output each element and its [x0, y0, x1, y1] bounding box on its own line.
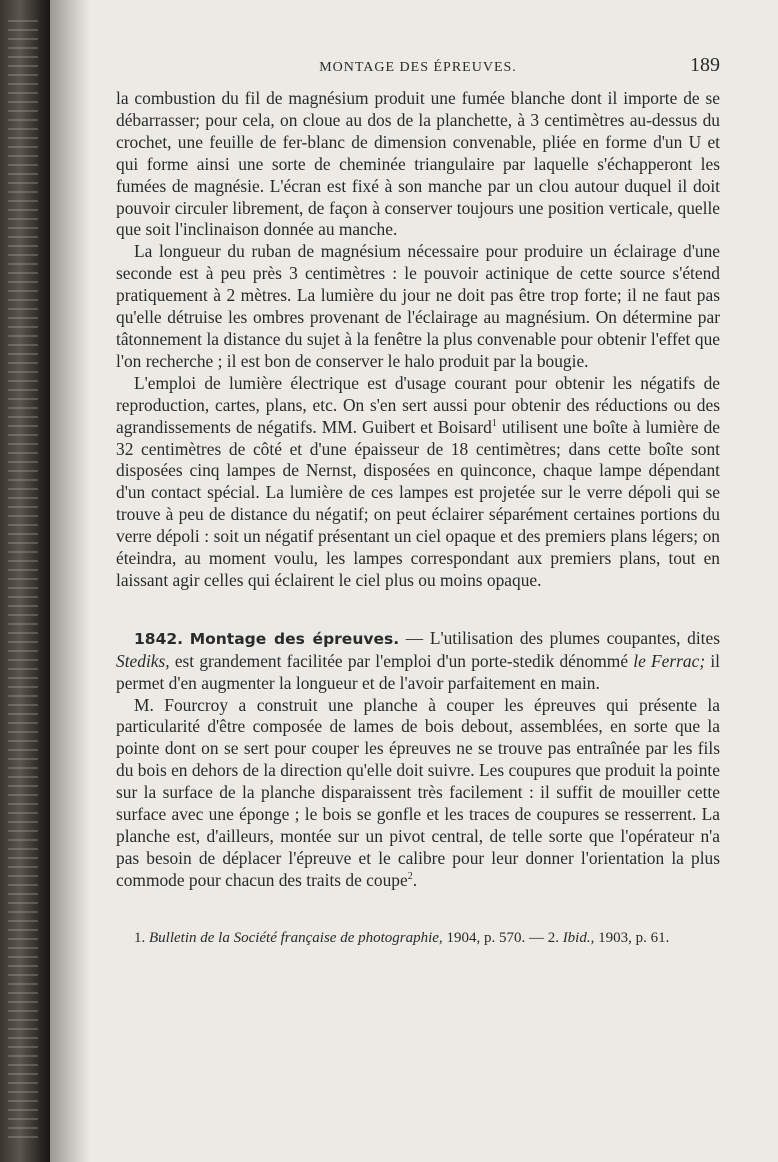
section-1842	[116, 628, 720, 695]
footnote-1-title: Bulletin de la Société française de photographie,	[149, 929, 443, 946]
running-head	[116, 54, 720, 88]
paragraph-fourcroy-end: .	[412, 869, 418, 890]
page-number: 189	[690, 54, 720, 76]
section-italic-stediks: Stediks,	[116, 650, 170, 671]
footnotes	[116, 928, 720, 949]
section-title: Montage des épreuves.	[189, 629, 400, 648]
section-text-b: est grandement facilitée par l'emploi d'un porte-stedik dénommé	[169, 650, 634, 671]
paragraph-electric-light	[116, 373, 720, 592]
footnote-ref-1: 1	[491, 417, 497, 429]
footnote-2-title: Ibid.,	[562, 929, 595, 946]
paragraph-electric-text-b: utilisent une boîte à lumière de 32 centimètres de côté et d'une épaisseur de 18 centimètres; dans cette boîte sont disposées cinq lampes de Nernst, disposées en quinconce, chaque lampe dépendant d'un contact spécial. La lumière de ces lampes est projetée sur le verre dépoli qui se trouve à peu de distance du négatif; on peut éclairer séparément certaines portions du verre dépoli : soit un négatif présentant un ciel opaque et des premiers plans légers; on éteindra, au moment voulu, les lampes correspondant aux premiers plans, tout en laissant agir celles qui éclairent le ciel plus ou moins opaque.	[116, 416, 720, 590]
book-spine	[0, 0, 50, 1162]
paragraph-continued: la combustion du fil de magnésium produit une fumée blanche dont il importe de se débarrasser; pour cela, on cloue au dos de la planchette, à 3 centimètres au-dessus du crochet, une feuille de fer-blanc de dimension convenable, pliée en forme d'un U et qui forme ainsi une sorte de cheminée triangulaire par laquelle s'échapperont les fumées de magnésie. L'écran est fixé à son manche par un clou autour duquel il doit pouvoir circuler librement, de façon à conserver toujours une position verticale, quelle que soit l'inclinaison donnée au manche.	[116, 88, 720, 240]
section-text-a: — L'utilisation des plumes coupantes, dites	[399, 627, 720, 648]
footnote-ref-2: 2	[407, 871, 413, 883]
gutter-shadow	[50, 0, 90, 1162]
section-text-c: il permet d'en augmenter la longueur et de l'avoir parfaitement en main.	[116, 650, 721, 693]
section-number: 1842.	[134, 629, 184, 648]
paragraph-fourcroy-text: M. Fourcroy a construit une planche à couper les épreuves qui présente la particularité d'être composée de lames de bois debout, assemblées, en sorte que la pointe dont on se sert pour couper les épreuves ne se trouve pas entraînée par les fils du bois en dehors de la direction qu'elle doit suivre. Les coupures que produit la pointe sur la surface de la planche disparaissent très facilement : il suffit de mouiller cette surface avec une éponge ; le bois se gonfle et les traces de coupures se resserrent. La planche est, d'ailleurs, montée sur un pivot central, de telle sorte que l'opérateur n'a pas besoin de déplacer l'épreuve et le calibre pour leur donner l'orientation la plus commode pour chacun des traits de coupe	[116, 694, 720, 890]
book-page	[116, 54, 720, 949]
running-title: MONTAGE DES ÉPREUVES.	[319, 60, 517, 75]
paragraph-electric-text-a: L'emploi de lumière électrique est d'usage courant pour obtenir les négatifs de reproduction, cartes, plans, etc. On s'en sert aussi pour obtenir des réductions ou des agrandissements de négatifs. MM. Guibert et Boisard	[116, 372, 720, 437]
footnote-2-rest: 1903, p. 61.	[594, 929, 670, 946]
footnote-1-rest: 1904, p. 570. — 2.	[442, 929, 559, 946]
footnote-number-1: 1.	[134, 929, 146, 946]
paragraph-fourcroy	[116, 695, 720, 892]
paragraph-magnesium: La longueur du ruban de magnésium nécessaire pour produire un éclairage d'une seconde est à peu près 3 centimètres : le pouvoir actinique de cette source s'étend pratiquement à 2 mètres. La lumière du jour ne doit pas être trop forte; il ne faut pas qu'elle détruise les ombres provenant de l'éclairage au magnésium. On détermine par tâtonnement la distance du sujet à la fenêtre la plus convenable pour obtenir l'effet que l'on recherche ; il est bon de conserver le halo produit par la bougie.	[116, 241, 720, 371]
section-italic-ferrac: le Ferrac;	[633, 650, 706, 671]
facing-page-edge	[8, 20, 38, 1140]
